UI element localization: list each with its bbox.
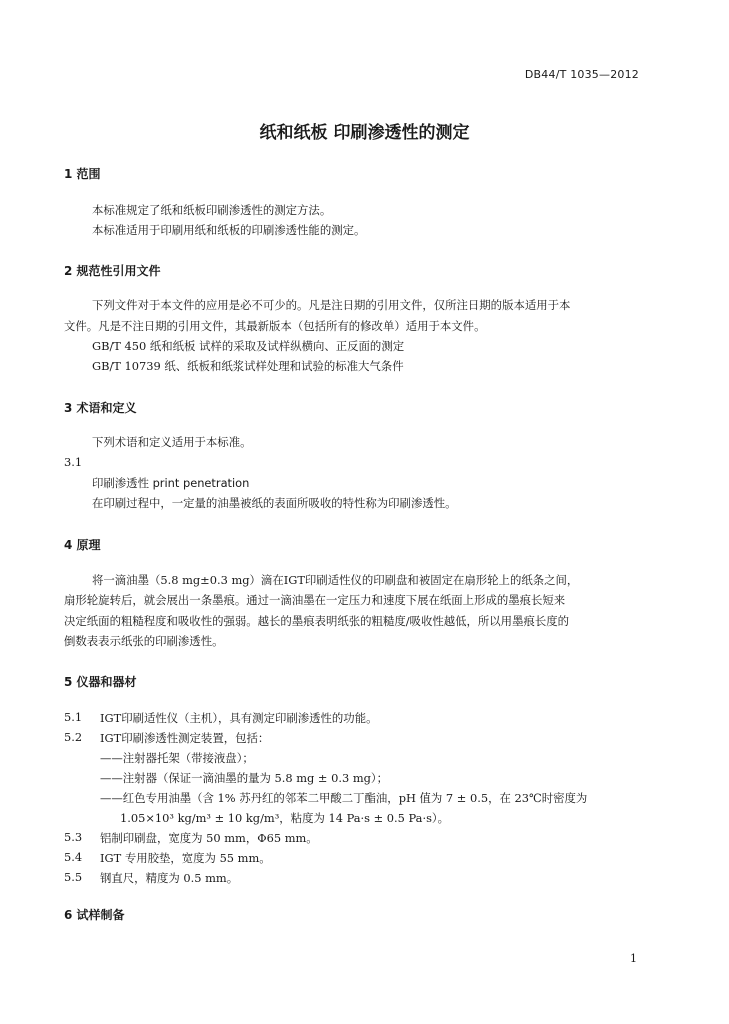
principle-line-1: 将一滴油墨（5.8 mg±0.3 mg）滴在IGT印刷适性仪的印刷盘和被固定在扇形轮上的纸条之间， (92, 573, 579, 587)
section-3-intro: 下列术语和定义适用于本标准。 (92, 435, 252, 449)
item-5-4-number: 5.4 (64, 850, 83, 864)
item-5-2-sub-1: ——注射器托架（带接液盘）； (100, 751, 254, 765)
item-5-3-number: 5.3 (64, 830, 83, 844)
section-2-heading: 2 规范性引用文件 (64, 264, 161, 278)
item-5-2-text: IGT印刷渗透性测定装置，包括： (100, 731, 270, 745)
item-5-2-sub-3: ——红色专用油墨（含 1% 苏丹红的邻苯二甲酸二丁酯油，pH 值为 7 ± 0.5，在 23℃时密度为 (100, 791, 588, 805)
item-5-2-sub-3-cont: 1.05×10³ kg/m³ ± 10 kg/m³，粘度为 14 Pa·s ± 0.5 Pa·s）。 (120, 811, 450, 825)
page-number: 1 (630, 952, 637, 965)
item-5-2-sub-2: ——注射器（保证一滴油墨的量为 5.8 mg ± 0.3 mg）； (100, 771, 389, 785)
item-5-1-text: IGT印刷适性仪（主机），具有测定印刷渗透性的功能。 (100, 711, 378, 725)
reference-gbt-450: GB/T 450 纸和纸板 试样的采取及试样纵横向、正反面的测定 (92, 339, 405, 353)
section-6-heading: 6 试样制备 (64, 908, 125, 922)
item-5-3-text: 铝制印刷盘，宽度为 50 mm，Φ65 mm。 (100, 831, 318, 845)
document-title: 纸和纸板 印刷渗透性的测定 (259, 123, 470, 143)
principle-line-3: 决定纸面的粗糙程度和吸收性的强弱。越长的墨痕表明纸张的粗糙度/吸收性越低，所以用墨痕长度的 (64, 614, 570, 628)
item-5-4-text: IGT 专用胶垫，宽度为 55 mm。 (100, 851, 271, 865)
principle-line-2: 扇形轮旋转后，就会展出一条墨痕。通过一滴油墨在一定压力和速度下展在纸面上形成的墨痕长短来 (64, 593, 566, 607)
item-5-1-number: 5.1 (64, 710, 83, 724)
section-4-heading: 4 原理 (64, 538, 101, 552)
section-1-para-1: 本标准规定了纸和纸板印刷渗透性的测定方法。 (92, 203, 332, 217)
section-2-para-line-2: 文件。凡是不注日期的引用文件，其最新版本（包括所有的修改单）适用于本文件。 (64, 319, 486, 333)
item-5-5-number: 5.5 (64, 870, 83, 884)
principle-line-4: 倒数表表示纸张的印刷渗透性。 (64, 634, 224, 648)
item-5-2-number: 5.2 (64, 730, 83, 744)
section-1-heading: 1 范围 (64, 167, 101, 181)
reference-gbt-10739: GB/T 10739 纸、纸板和纸浆试样处理和试验的标准大气条件 (92, 359, 404, 373)
standard-code: DB44/T 1035—2012 (524, 68, 639, 81)
section-1-para-2: 本标准适用于印刷用纸和纸板的印刷渗透性能的测定。 (92, 223, 366, 237)
section-3-heading: 3 术语和定义 (64, 401, 137, 415)
term-name: 印刷渗透性 print penetration (92, 476, 250, 490)
term-number: 3.1 (64, 455, 83, 469)
section-5-heading: 5 仪器和器材 (64, 675, 137, 689)
section-2-para-line-1: 下列文件对于本文件的应用是必不可少的。凡是注日期的引用文件，仅所注日期的版本适用于本 (92, 298, 571, 312)
term-definition: 在印刷过程中，一定量的油墨被纸的表面所吸收的特性称为印刷渗透性。 (92, 496, 457, 510)
item-5-5-text: 钢直尺，精度为 0.5 mm。 (100, 871, 239, 885)
